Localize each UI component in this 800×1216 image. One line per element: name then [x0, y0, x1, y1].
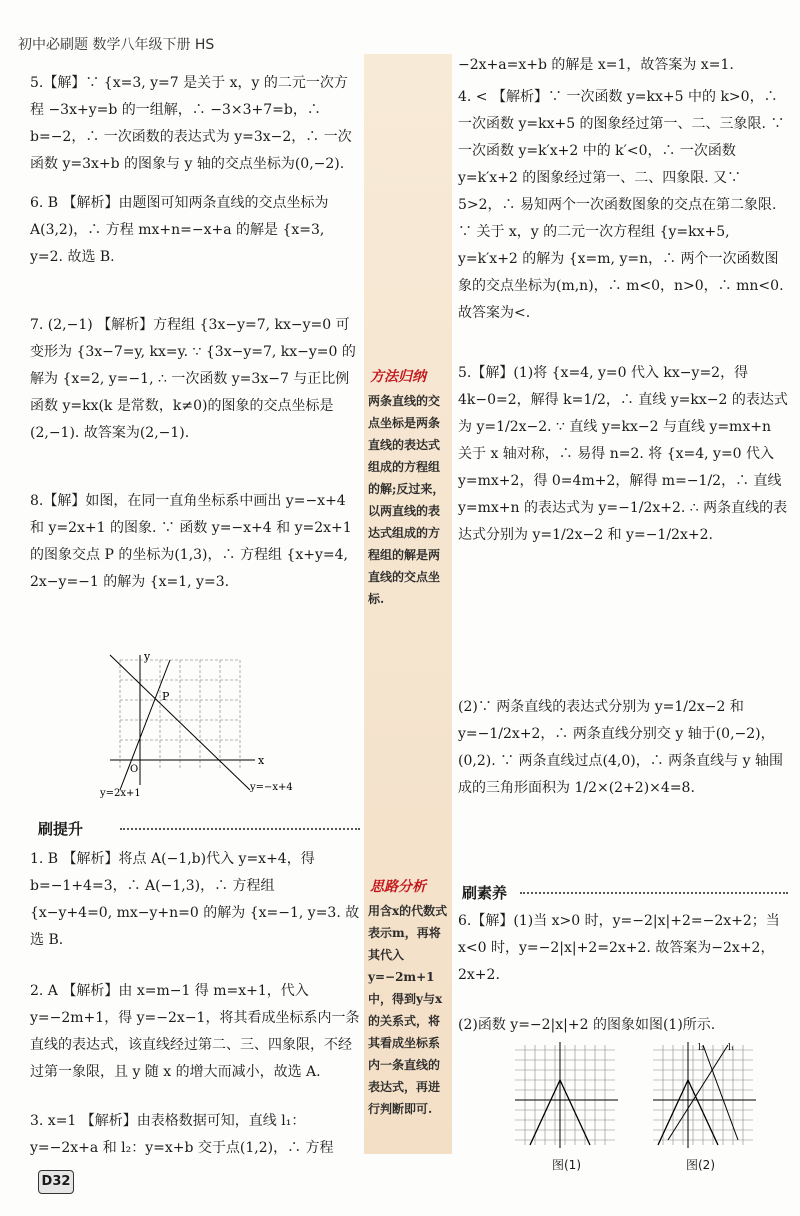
x-axis-label: x	[258, 754, 265, 767]
side-title-method: 方法归纳	[370, 369, 426, 385]
fig2-l2-label: l₂	[698, 1043, 705, 1053]
answer-b3: 3. x=1 【解析】由表格数据可知，直线 l₁：y=−2x+a 和 l₂：y=x+b 交于点(1,2)，∴ 方程	[30, 1113, 334, 1156]
page-header: 初中必刷题 数学八年级下册 HS	[18, 37, 215, 53]
section-title-2: 刷素养	[462, 884, 508, 902]
answer-r4: 4. < 【解析】∵ 一次函数 y=kx+5 中的 k>0，∴ 一次函数 y=kx+5 的图象经过第一、二、三象限. ∵ 一次函数 y=k′x+2 中的 k′<0，∴ 一次函数 y=k′x+2 的图象经过第一、二、四象限. 又∵ 5>2，∴ 易知两个一次函数图象的交点在第二象限. ∵ 关于 x，y 的二元一次方程组 {y=kx+5, y=k′x+2 的解为 {x=m, y=n，∴ 两个一次函数图象的交点坐标为(m,n)，∴ m<0，n>0，∴ mn<0. 故答案为<.	[458, 89, 785, 321]
side-title-thinking: 思路分析	[370, 879, 426, 895]
page-number: D32	[38, 1170, 74, 1194]
answer-r3: −2x+a=x+b 的解是 x=1，故答案为 x=1.	[458, 57, 734, 73]
origin-label: O	[130, 764, 139, 775]
section-title-1: 刷提升	[38, 820, 84, 838]
answer-q6: 6. B 【解析】由题图可知两条直线的交点坐标为 A(3,2)，∴ 方程 mx+n=−x+a 的解是 {x=3, y=2. 故选 B.	[30, 195, 329, 265]
figure-1-caption: 图(1)	[552, 1158, 581, 1172]
answer-q5: 5.【解】∵ {x=3, y=7 是关于 x，y 的二元一次方程 −3x+y=b 的一组解，∴ −3×3+7=b，∴ b=−2，∴ 一次函数的表达式为 y=3x−2，∴ 一次函数 y=3x+b 的图象与 y 轴的交点坐标为(0,−2).	[30, 75, 352, 172]
answer-b1: 1. B 【解析】将点 A(−1,b)代入 y=x+4，得 b=−1+4=3，∴ A(−1,3)，∴ 方程组 {x−y+4=0, mx−y+n=0 的解为 {x=−1, y=3. 故选 B.	[30, 851, 360, 948]
side-text-thinking: 用含x的代数式表示m，再将其代入y=−2m+1中，得到y与x的关系式，将其看成坐标系内一条直线的表达式，再进行判断即可.	[368, 904, 448, 1116]
answer-b2: 2. A 【解析】由 x=m−1 得 m=x+1，代入 y=−2m+1，得 y=−2x−1，将其看成坐标系内一条直线的表达式，该直线经过第二、三、四象限，不经过第一象限，且 y 随 x 的增大而减小，故选 A.	[30, 983, 360, 1080]
answer-r5: 5.【解】(1)将 {x=4, y=0 代入 kx−y=2，得 4k−0=2，解得 k=1/2，∴ 直线 y=kx−2 的表达式为 y=1/2x−2. ∵ 直线 y=kx−2 与直线 y=mx+n 关于 x 轴对称，∴ 易得 n=2. 将 {x=4, y=0 代入 y=mx+2，得 0=4m+2，解得 m=−1/2，∴ 直线 y=mx+n 的表达式为 y=−1/2x+2. ∴ 两条直线的表达式分别为 y=1/2x−2 和 y=−1/2x+2.	[458, 365, 788, 543]
line-label-2: y=−x+4	[250, 782, 293, 793]
figure-1	[510, 1040, 620, 1150]
answer-q8: 8.【解】如图，在同一直角坐标系中画出 y=−x+4 和 y=2x+1 的图象. ∵ 函数 y=−x+4 和 y=2x+1 的图象交点 P 的坐标为(1,3)，∴ 方程组 {x+y=4, 2x−y=−1 的解为 {x=1, y=3.	[30, 493, 352, 590]
section-divider	[120, 828, 360, 830]
y-axis-label: y	[144, 650, 151, 663]
figure-2	[648, 1040, 758, 1150]
answer-r6-part2: (2)函数 y=−2|x|+2 的图象如图(1)所示.	[458, 1017, 716, 1033]
point-p-label: P	[162, 690, 170, 703]
side-text-method: 两条直线的交点坐标是两条直线的表达式组成的方程组的解;反过来，以两直线的表达式组成的方程组的解是两直线的交点坐标.	[368, 394, 445, 606]
figure-2-caption: 图(2)	[686, 1158, 715, 1172]
answer-r5-part2: (2)∵ 两条直线的表达式分别为 y=1/2x−2 和 y=−1/2x+2，∴ 两条直线分别交 y 轴于(0,−2)，(0,2). ∵ 两条直线过点(4,0)，∴ 两条直线与 y 轴围成的三角形面积为 1/2×(2+2)×4=8.	[458, 699, 783, 796]
answer-r6: 6.【解】(1)当 x>0 时，y=−2|x|+2=−2x+2；当 x<0 时，y=−2|x|+2=2x+2. 故答案为−2x+2，2x+2.	[458, 913, 780, 983]
linear-graph-1	[100, 650, 300, 800]
fig2-l1-label: l₁	[728, 1043, 735, 1053]
line-label-1: y=2x+1	[100, 788, 141, 799]
section-divider-2	[520, 892, 788, 894]
answer-q7: 7. (2,−1) 【解析】方程组 {3x−y=7, kx−y=0 可变形为 {3x−7=y, kx=y. ∵ {3x−y=7, kx−y=0 的解为 {x=2, y=−1, ∴ 一次函数 y=3x−7 与正比例函数 y=kx(k 是常数，k≠0)的图象的交点坐标是(2,−1). 故答案为(2,−1).	[30, 317, 356, 441]
